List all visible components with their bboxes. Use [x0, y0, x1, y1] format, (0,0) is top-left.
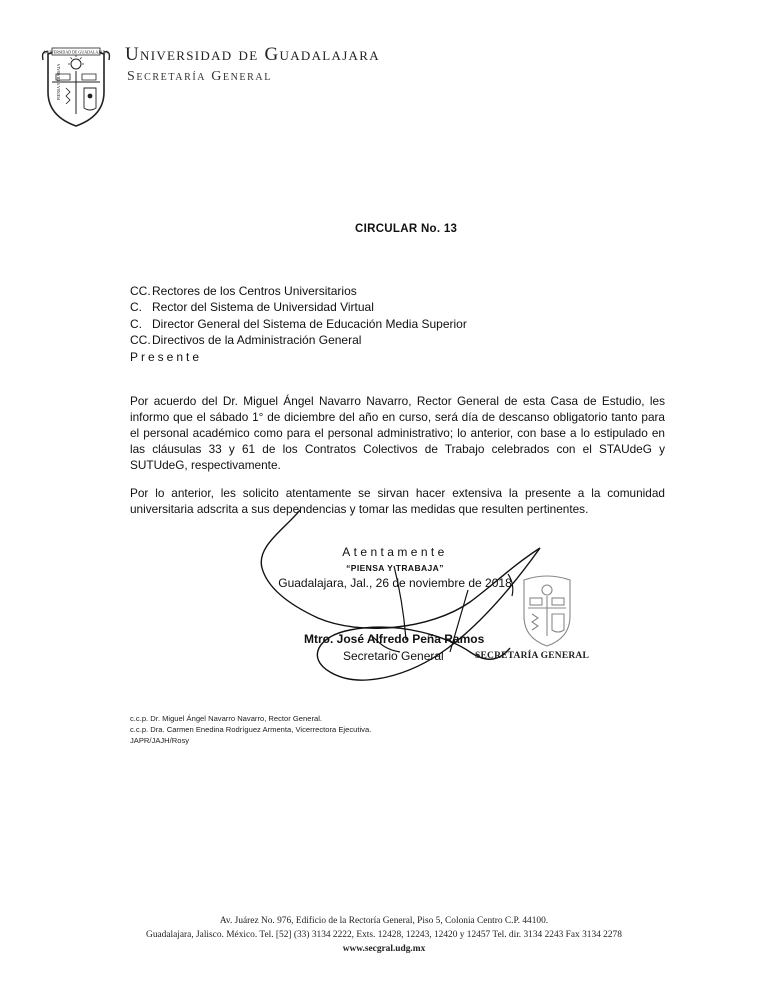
- addressee-prefix: C.: [130, 300, 142, 315]
- footer-website: www.secgral.udg.mx: [342, 944, 426, 954]
- crest-motto-text: PIENSA Y TRABAJA: [56, 63, 61, 100]
- addressee-block: [130, 283, 467, 365]
- signer-title: Secretario General: [343, 649, 444, 663]
- signer-name: Mtro. José Alfredo Peña Ramos: [304, 632, 485, 646]
- crest-banner-text: UNIVERSIDAD DE GUADALAJARA: [43, 49, 109, 55]
- closing-motto: “PIENSA Y TRABAJA”: [346, 563, 444, 573]
- place-date: Guadalajara, Jal., 26 de noviembre de 2018: [278, 576, 512, 590]
- addressee-line: [130, 299, 467, 315]
- addressee-line: [130, 283, 467, 299]
- addressee-prefix: CC.: [130, 284, 151, 298]
- addressee-prefix: C.: [130, 316, 142, 331]
- body-paragraph-2: Por lo anterior, les solicito atentamente se sirvan hacer extensiva la presente a la comunidad universitaria adscrita a sus dependencias y tomar las medidas que resulten pertinentes.: [130, 486, 665, 517]
- addressee-text: Directivos de la Administración General: [152, 333, 362, 348]
- stamp-label: SECRETARÍA GENERAL: [475, 651, 590, 661]
- institution-name: Universidad de Guadalajara: [125, 44, 380, 65]
- university-crest-logo: [40, 40, 112, 128]
- addressee-text: Director General del Sistema de Educación Media Superior: [152, 316, 467, 331]
- addressee-line: [130, 316, 467, 332]
- footer: [0, 914, 768, 956]
- official-stamp: [518, 570, 576, 648]
- cc-initials: JAPR/JAJH/Rosy: [130, 736, 190, 746]
- footer-address: Av. Juárez No. 976, Edificio de la Rectoría General, Piso 5, Colonia Centro C.P. 44100.: [219, 916, 549, 926]
- addressee-text: Rectores de los Centros Universitarios: [152, 284, 357, 298]
- footer-contact: Guadalajara, Jalisco. México. Tel. [52] (33) 3134 2222, Exts. 12428, 12243, 12420 y 12457 Tel. dir. 3134 2243 Fax 3134 2278: [146, 930, 622, 940]
- addressee-line: [130, 332, 467, 348]
- addressee-text: Rector del Sistema de Universidad Virtual: [152, 300, 374, 315]
- circular-title: CIRCULAR No. 13: [355, 223, 458, 235]
- cc-line: c.c.p. Dr. Miguel Ángel Navarro Navarro, Rector General.: [130, 714, 323, 723]
- body-paragraph-1: Por acuerdo del Dr. Miguel Ángel Navarro Navarro, Rector General de esta Casa de Estudio, les informo que el sábado 1° de diciembre del año en curso, será día de descanso obligatorio tanto para el personal académico como para el personal administrativo; lo anterior, con base a lo estipulado en las cláusulas 33 y 61 de los Contratos Colectivos de Trabajo celebrados con el STAUdeG y SUTUdeG, respectivamente.: [130, 394, 665, 473]
- carbon-copy-list: [130, 713, 371, 747]
- office-name: Secretaría General: [127, 69, 272, 84]
- addressee-prefix: CC.: [130, 333, 151, 348]
- greeting: Presente: [130, 349, 203, 364]
- cc-line: c.c.p. Dra. Carmen Enedina Rodríguez Armenta, Vicerrectora Ejecutiva.: [130, 725, 372, 735]
- closing-salutation: Atentamente: [342, 545, 448, 559]
